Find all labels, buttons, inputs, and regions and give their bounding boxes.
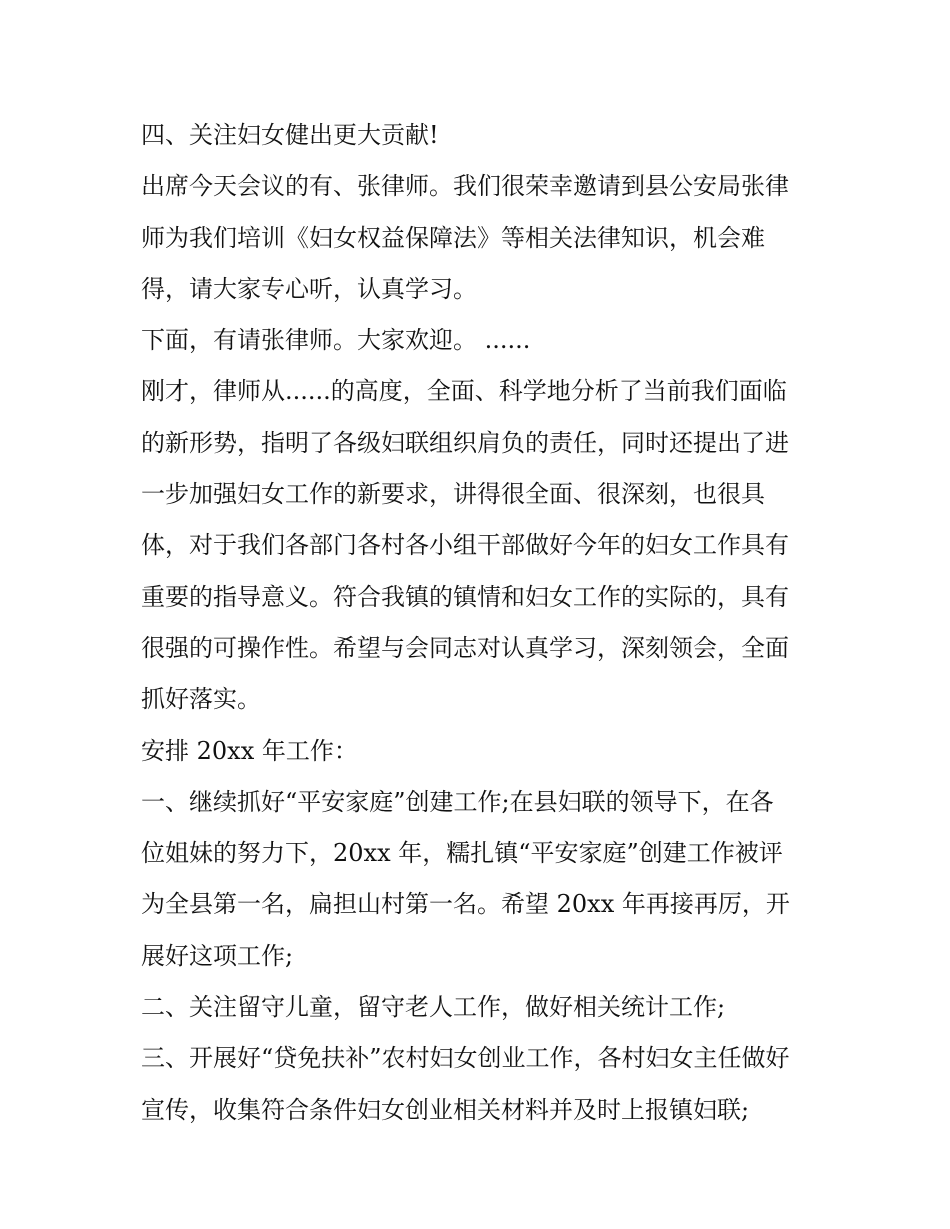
paragraph-line: 体，对于我们各部门各村各小组干部做好今年的妇女工作具有 <box>141 531 789 560</box>
plan-item-three-line: 三、开展好“贷免扶补”农村妇女创业工作，各村妇女主任做好 <box>141 1044 790 1073</box>
paragraph-line: 抓好落实。 <box>141 685 261 714</box>
plan-item-one-line: 展好这项工作; <box>141 941 294 970</box>
paragraph-line: 得，请大家专心听，认真学习。 <box>141 274 477 303</box>
paragraph-line: 刚才，律师从......的高度，全面、科学地分析了当前我们面临 <box>141 377 787 406</box>
paragraph-line: 的新形势，指明了各级妇联组织肩负的责任，同时还提出了进 <box>141 428 789 457</box>
plan-item-three-line: 宣传，收集符合条件妇女创业相关材料并及时上报镇妇联; <box>141 1095 750 1124</box>
plan-item-one-line: 一、继续抓好“平安家庭”创建工作;在县妇联的领导下，在各 <box>141 787 774 816</box>
plan-item-one-line: 为全县第一名，扁担山村第一名。希望 20xx 年再接再厉，开 <box>141 890 790 919</box>
paragraph-line: 很强的可操作性。希望与会同志对认真学习，深刻领会，全面 <box>141 633 789 662</box>
paragraph-line: 重要的指导意义。符合我镇的镇情和妇女工作的实际的，具有 <box>141 582 789 611</box>
section-heading-four: 四、关注妇女健出更大贡献! <box>141 121 439 149</box>
plan-item-one-line: 位姐妹的努力下，20xx 年，糯扎镇“平安家庭”创建工作被评 <box>141 839 783 868</box>
plan-item-two-line: 二、关注留守儿童，留守老人工作，做好相关统计工作; <box>141 993 726 1022</box>
paragraph-line: 师为我们培训《妇女权益保障法》等相关法律知识，机会难 <box>141 223 765 252</box>
document-body <box>141 110 821 1136</box>
paragraph-line: 出席今天会议的有、张律师。我们很荣幸邀请到县公安局张律 <box>141 172 789 201</box>
paragraph-line: 一步加强妇女工作的新要求，讲得很全面、很深刻，也很具 <box>141 480 765 509</box>
paragraph-line: 下面，有请张律师。大家欢迎。 ...... <box>141 326 531 355</box>
work-plan-heading: 安排 20xx 年工作： <box>141 736 358 765</box>
